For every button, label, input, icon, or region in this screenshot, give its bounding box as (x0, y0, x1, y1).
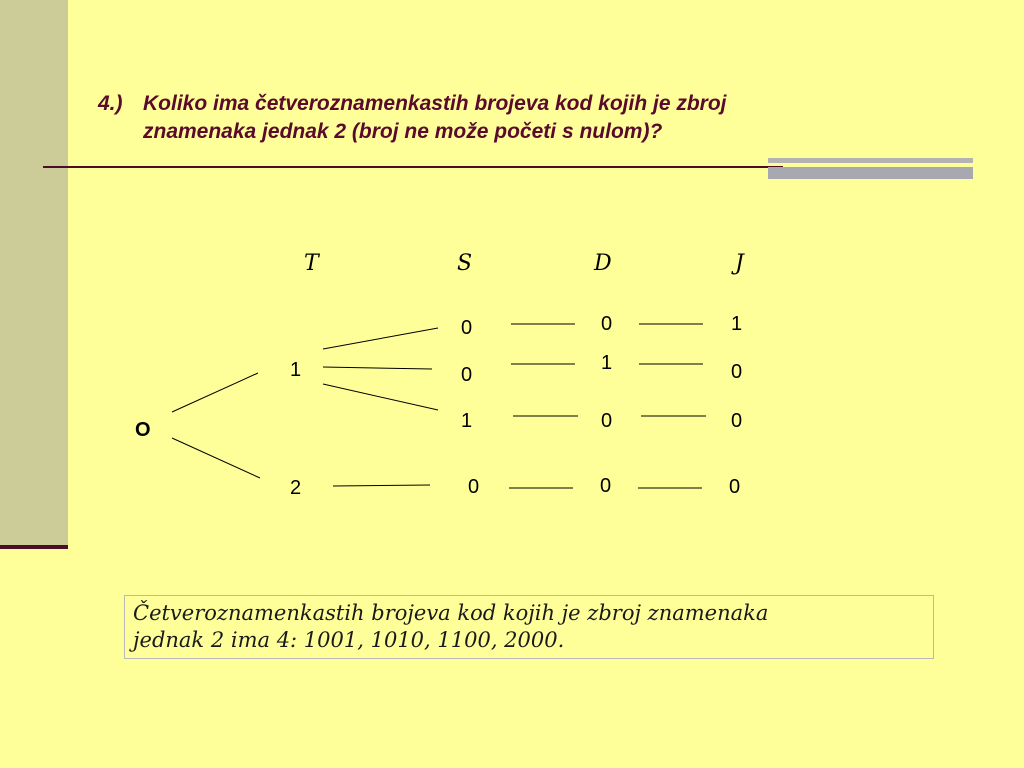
header-s: S (457, 251, 473, 276)
tree-root: O (135, 419, 151, 441)
edge-1-s0b (323, 367, 432, 369)
answer-line-1: Četveroznamenkastih brojeva kod kojih je zbroj znamenaka (133, 601, 769, 625)
node-r3-d: 0 (601, 410, 613, 432)
node-r3-s: 1 (461, 410, 473, 432)
node-t-1: 1 (290, 359, 302, 381)
edge-1-s0a (323, 328, 438, 349)
node-r4-j: 0 (729, 476, 741, 498)
node-r1-s: 0 (461, 317, 473, 339)
node-r4-d: 0 (600, 475, 612, 497)
answer-box (124, 595, 934, 659)
answer-line-2: jednak 2 ima 4: 1001, 1010, 1100, 2000. (133, 628, 565, 652)
edge-2-s0 (333, 485, 430, 486)
title-line-2: znamenaka jednak 2 (broj ne može početi s nulom)? (143, 120, 663, 143)
title-line-1: Koliko ima četveroznamenkastih brojeva kod kojih je zbroj (143, 92, 727, 115)
node-r2-d: 1 (601, 352, 613, 374)
header-j: J (735, 251, 744, 276)
node-r3-j: 0 (731, 410, 743, 432)
node-t-2: 2 (290, 477, 302, 499)
node-r1-j: 1 (731, 313, 743, 335)
edge-root-2 (172, 438, 260, 478)
node-r1-d: 0 (601, 313, 613, 335)
header-d: D (594, 251, 612, 276)
title-number: 4.) (98, 92, 123, 115)
edge-root-1 (172, 373, 258, 412)
node-r2-s: 0 (461, 364, 473, 386)
node-r4-s: 0 (468, 476, 480, 498)
header-t: T (304, 251, 319, 276)
node-r2-j: 0 (731, 361, 743, 383)
edge-1-s1 (323, 384, 438, 410)
